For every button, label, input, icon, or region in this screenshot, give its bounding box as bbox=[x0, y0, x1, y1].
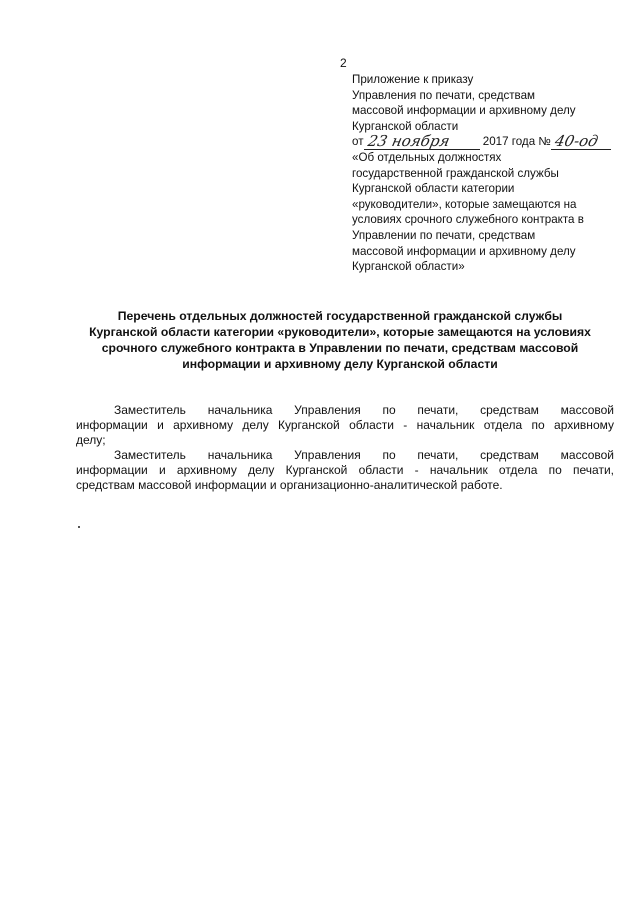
paragraph-line: Заместитель начальника Управления по печати, средствам массовой bbox=[114, 403, 614, 417]
appendix-line: Управления по печати, средствам bbox=[352, 88, 536, 102]
paragraph-line: информации и архивному делу Курганской области - начальник отдела по печати, bbox=[76, 463, 614, 477]
handwritten-number: 40-од bbox=[553, 132, 600, 151]
position-paragraph-2 bbox=[76, 448, 614, 493]
title-line: срочного служебного контракта в Управлении по печати, средствам массовой bbox=[101, 341, 579, 355]
appendix-line: Курганской области bbox=[352, 119, 459, 133]
quote-line: массовой информации и архивному делу bbox=[352, 244, 576, 258]
scan-speck bbox=[78, 526, 80, 528]
quote-line: Курганской области категории bbox=[352, 182, 515, 196]
document-title bbox=[60, 308, 620, 372]
appendix-header bbox=[352, 72, 622, 275]
quote-line: «руководители», которые замещаются на bbox=[352, 197, 577, 211]
quote-line: условиях срочного служебного контракта в bbox=[352, 213, 584, 227]
quote-line: «Об отдельных должностях bbox=[352, 150, 502, 164]
quote-line: государственной гражданской службы bbox=[352, 166, 559, 180]
appendix-line: Приложение к приказу bbox=[352, 73, 474, 86]
order-date-line bbox=[352, 134, 622, 150]
appendix-line: массовой информации и архивному делу bbox=[352, 104, 576, 118]
handwritten-date: 23 ноября bbox=[365, 132, 451, 151]
position-paragraph-1 bbox=[76, 403, 614, 448]
title-line: Курганской области категории «руководители», которые замещаются на условиях bbox=[89, 325, 591, 339]
date-prefix: от bbox=[352, 135, 364, 149]
paragraph-line: делу; bbox=[76, 433, 106, 447]
quote-line: Управлении по печати, средствам bbox=[352, 228, 536, 242]
title-line: Перечень отдельных должностей государственной гражданской службы bbox=[117, 309, 563, 323]
handwritten-number-field bbox=[551, 132, 611, 151]
year-text: 2017 года № bbox=[482, 135, 551, 149]
paragraph-line: Заместитель начальника Управления по печати, средствам массовой bbox=[114, 448, 614, 462]
paragraph-line: средствам массовой информации и организационно-аналитической работе. bbox=[76, 478, 503, 492]
paragraph-line: информации и архивному делу Курганской области - начальник отдела по архивному bbox=[76, 418, 614, 432]
page-number: 2 bbox=[340, 56, 347, 70]
quote-line: Курганской области» bbox=[352, 260, 465, 274]
handwritten-date-field bbox=[364, 132, 480, 151]
title-line: информации и архивному делу Курганской области bbox=[182, 357, 498, 371]
